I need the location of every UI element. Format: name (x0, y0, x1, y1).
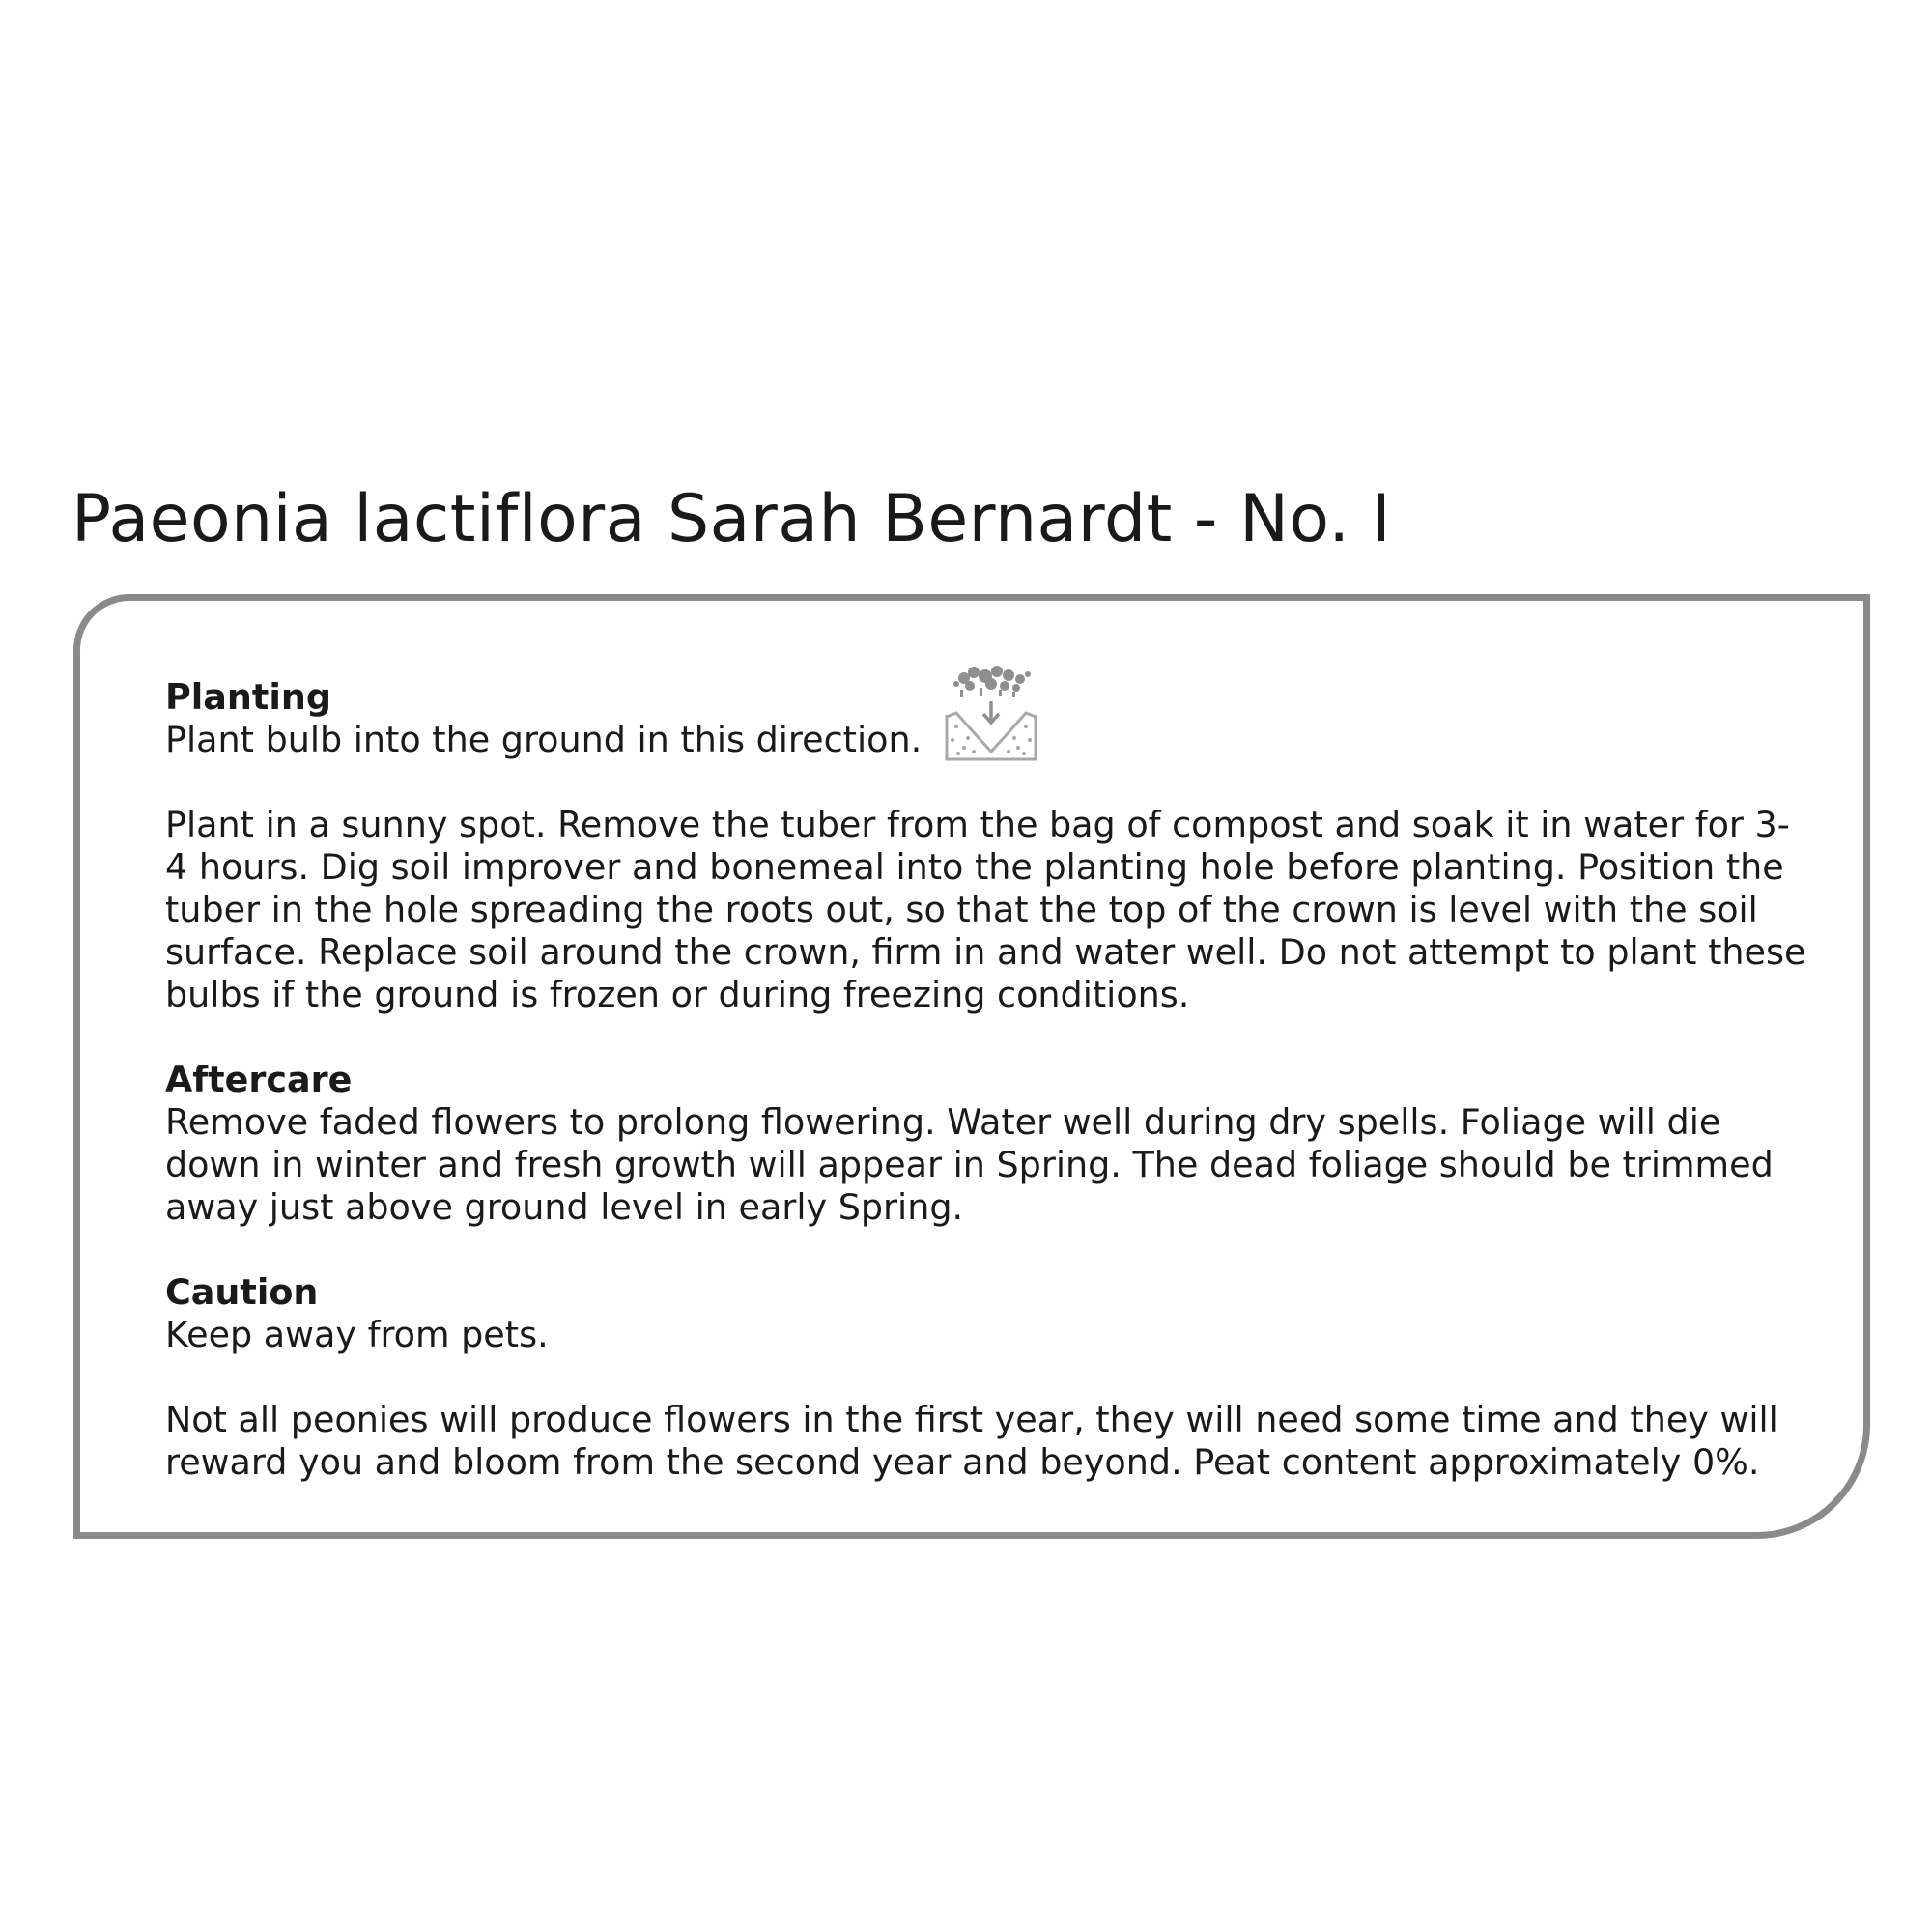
planting-body: Plant in a sunny spot. Remove the tuber from the bag of compost and soak it in water for 3-4 hours. Dig soil improver and bonemeal into the planting hole before planting. Position the tuber in the hole spreading the roots out, so that the top of the crown is level with the soil surface. Replace soil around the crown, firm in and water well. Do not attempt to plant these bulbs if the ground is frozen or during freezing conditions. (165, 804, 1806, 1015)
planting-direction-text: Plant bulb into the ground in this direction. (165, 719, 923, 760)
planting-section (165, 676, 1807, 761)
aftercare-heading: Aftercare (165, 1059, 353, 1100)
planting-heading: Planting (165, 676, 331, 718)
peony-note: Not all peonies will produce flowers in the first year, they will need some time and they will reward you and bloom from the second year and beyond. Peat content approximately 0%. (165, 1399, 1778, 1483)
caution-body: Keep away from pets. (165, 1314, 549, 1355)
card-content (165, 676, 1807, 1484)
plant-bulb-direction-icon (943, 663, 1039, 763)
page-title: Paeonia lactiflora Sarah Bernardt - No. I (71, 481, 1392, 557)
aftercare-body: Remove faded flowers to prolong flowering. Water well during dry spells. Foliage will die down in winter and fresh growth will appear in Spring. The dead foliage should be trimmed away just above ground level in early Spring. (165, 1101, 1774, 1228)
caution-heading: Caution (165, 1271, 319, 1313)
care-instructions-card (73, 594, 1870, 1539)
